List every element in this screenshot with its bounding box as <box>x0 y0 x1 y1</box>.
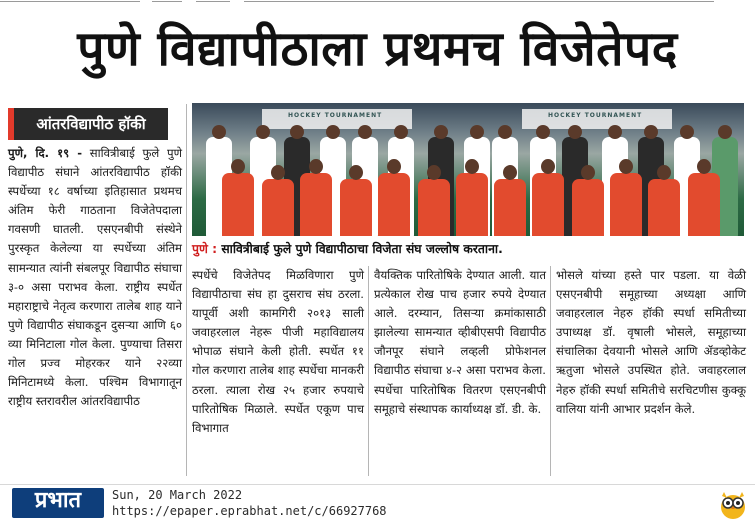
photo-player-head <box>271 165 285 180</box>
photo-player-head <box>309 159 323 174</box>
photo-player <box>688 173 720 236</box>
photo-caption <box>192 238 744 260</box>
column-divider <box>550 266 551 476</box>
photo-person-head <box>394 125 408 139</box>
headline: पुणे विद्यापीठाला प्रथमच विजेतेपद <box>77 21 678 77</box>
caption-place: पुणे : <box>192 242 218 256</box>
photo-player-head <box>657 165 671 180</box>
photo-player-head <box>231 159 245 174</box>
photo-player <box>610 173 642 236</box>
photo-person-head <box>498 125 512 139</box>
photo-player-head <box>619 159 633 174</box>
photo-person-head <box>644 125 658 139</box>
photo-person-head <box>326 125 340 139</box>
photo-player <box>456 173 488 236</box>
photo-person-head <box>256 125 270 139</box>
photo-player <box>572 179 604 236</box>
photo-person-head <box>434 125 448 139</box>
photo-player <box>340 179 372 236</box>
photo-person-head <box>608 125 622 139</box>
photo-person-head <box>718 125 732 139</box>
photo-player <box>532 173 564 236</box>
photo-person-head <box>536 125 550 139</box>
edition-date: Sun, 20 March 2022 <box>112 488 243 502</box>
photo-player <box>418 179 450 236</box>
article-column-3: वैयक्तिक पारितोषिके देण्यात आली. यात प्रत्येकाल रोख पाच हजार रुपये देण्यात आले. दरम्यान, तिसऱ्या क्रमांकासाठी झालेल्या सामन्यात व्हीबीएसपी विद्यापीठ जौनपूर संघाने लव्हली प्रोफेशनल विद्यापीठ संघाचा ४-२ असा पराभव केला. स्पर्धेचा पारितोषिक वितरण एसएनबीपी समूहाचे संस्थापक कार्याध्यक्ष डॉ. डी. के. <box>374 268 546 416</box>
column-divider <box>368 266 369 476</box>
photo-player-head <box>503 165 517 180</box>
photo-player <box>262 179 294 236</box>
owl-mascot-icon <box>718 488 748 520</box>
photo-player-head <box>697 159 711 174</box>
photo-banner-right-text: HOCKEY TOURNAMENT <box>548 112 643 119</box>
edition-url[interactable]: https://epaper.eprabhat.net/c/66927768 <box>112 504 387 518</box>
photo-player-head <box>349 165 363 180</box>
dateline: पुणे, दि. १९ - <box>8 146 83 160</box>
caption-text: सावित्रीबाई फुले पुणे विद्यापीठाचा विजेता संघ जल्लोष करताना. <box>217 242 503 256</box>
photo-person-head <box>680 125 694 139</box>
section-kicker: आंतरविद्यापीठ हॉकी <box>8 108 168 140</box>
column-divider <box>186 104 187 476</box>
photo-person-head <box>212 125 226 139</box>
photo-player-head <box>427 165 441 180</box>
prabhat-logo: प्रभात <box>12 488 104 518</box>
photo-person-head <box>290 125 304 139</box>
photo-player <box>494 179 526 236</box>
photo-player-head <box>465 159 479 174</box>
top-rule <box>0 0 755 4</box>
team-photo <box>192 103 744 236</box>
article-column-2: स्पर्धेचे विजेतेपद मिळविणारा पुणे विद्यापीठाचा संघ हा दुसराच संघ ठरला. यापूर्वी अशी कामगिरी २०१३ साली जवाहरलाल नेहरू पीजी महाविद्यालय भोपाळ संघाने केली होती. स्पर्धेत ११ गोल करणारा तालेब शाह स्पर्धेचा मानकरी ठरला. त्याला रोख २५ हजार रुपयाचे पारितोषिक मिळाले. स्पर्धेत एकूण पाच विभागात <box>192 268 364 435</box>
article-column-4: भोसले यांच्या हस्ते पार पडला. या वेळी एसएनबीपी समूहाच्या अध्यक्षा आणि जवाहरलाल नेहरु हॉकी स्पर्धा समितीच्या उपाध्यक्ष डॉ. वृषाली भोसले, समूहाच्या संचालिका देवयानी भोसले आणि ॲडव्होकेट ऋतुजा भोसले उपस्थित होते. जवाहरलाल नेहरु हॉकी स्पर्धा समितीचे सरचिटणीस कुक्कू वालिया यांनी आभार प्रदर्शन केले. <box>556 268 746 416</box>
photo-person-head <box>568 125 582 139</box>
photo-player <box>648 179 680 236</box>
photo-player <box>300 173 332 236</box>
photo-person-head <box>470 125 484 139</box>
photo-person-head <box>358 125 372 139</box>
article-column-1-text: सावित्रीबाई फुले पुणे विद्यापीठ संघाने आंतरविद्यापीठ हॉकी स्पर्धेच्या १८ वर्षाच्या इतिहासात प्रथमच अंतिम फेरी गाठताना विजेतेपदाला गवसणी घातली. एसएनबीपी संस्थेने पुरस्कृत केलेल्या या स्पर्धेच्या अंतिम सामन्यात त्यांनी संबलपूर विद्यापीठ संघाचा ३-० असा पराभव केला. राष्ट्रीय स्पर्धेत महाराष्ट्राचे नेतृत्व करणारा तालेब शाह याने पुणे विद्यापीठ संघाकडून दुसऱ्या आणि ६० व्या मिनिटाला गोल केला. पुण्याचा तिसरा गोल प्रज्व मोहरकर याने २२व्या मिनिटामध्ये केला. पश्चिम विभागातून राष्ट्रीय स्तरावरील आंतरविद्यापीठ <box>8 146 182 409</box>
photo-banner-left-text: HOCKEY TOURNAMENT <box>288 112 383 119</box>
article-column-1 <box>8 144 182 476</box>
photo-player <box>222 173 254 236</box>
photo-player-head <box>541 159 555 174</box>
photo-player-head <box>387 159 401 174</box>
photo-player-head <box>581 165 595 180</box>
photo-player <box>378 173 410 236</box>
